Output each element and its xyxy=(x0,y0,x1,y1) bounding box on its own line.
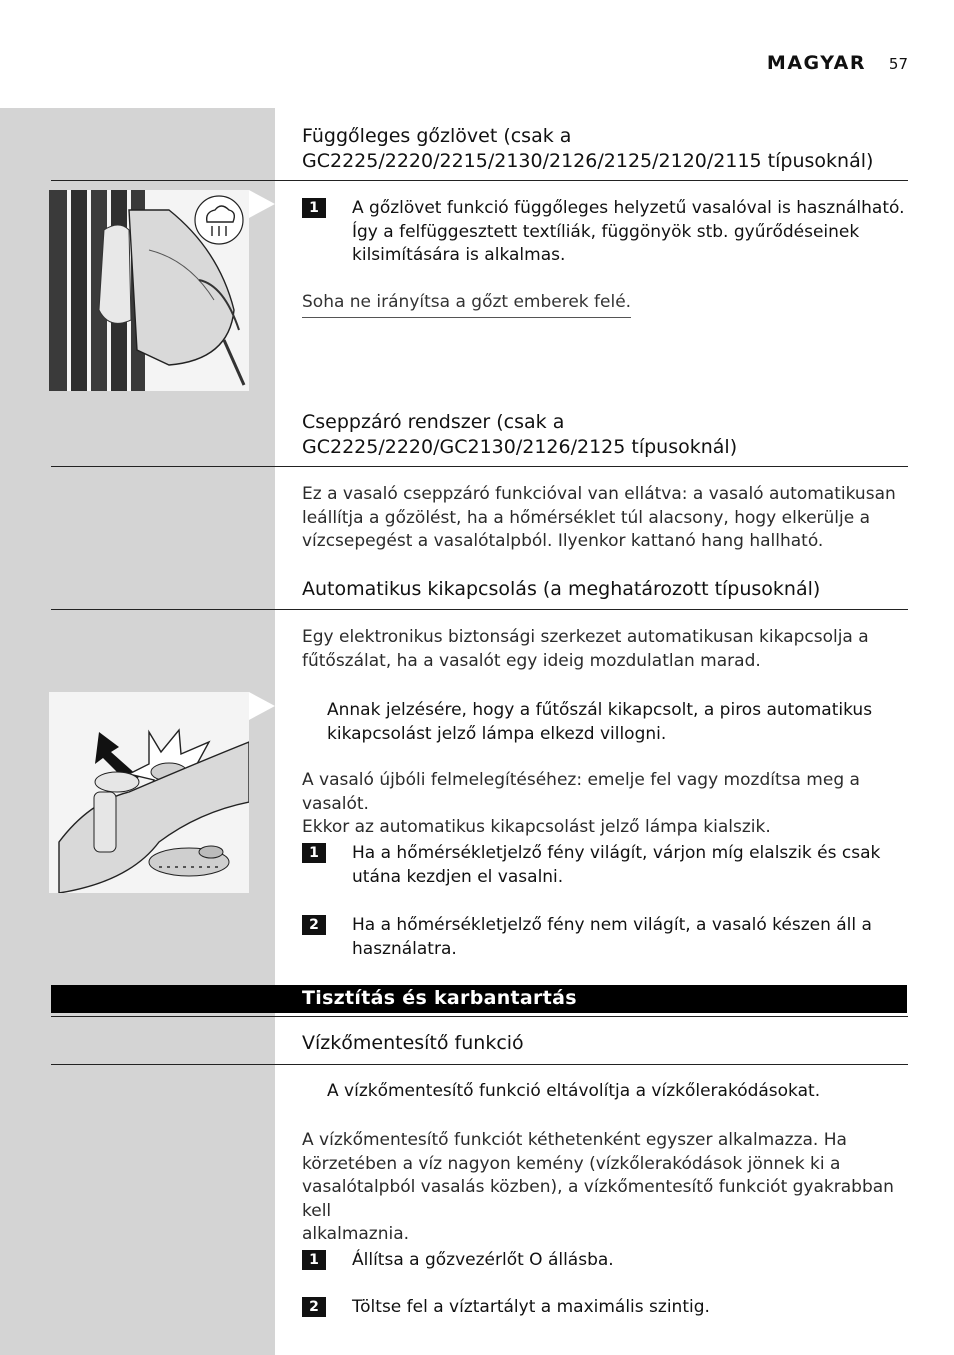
step-number: 1 xyxy=(302,1250,326,1270)
step-text: A gőzlövet funkció függőleges helyzetű vasalóval is használható. Így a felfüggesztett textíliák, függönyök stb. gyűrődéseinek kilsimítására is alkalmas. xyxy=(352,198,905,265)
warning-note: Soha ne irányítsa a gőzt emberek felé. xyxy=(302,291,631,318)
step-number: 1 xyxy=(302,198,326,218)
section-divider xyxy=(51,609,908,610)
calc-clean-intro: A vízkőmentesítő funkció eltávolítja a vízkőlerakódásokat. xyxy=(327,1081,821,1101)
page-number: 57 xyxy=(888,55,908,73)
step-text: Állítsa a gőzvezérlőt O állásba. xyxy=(352,1250,614,1270)
paragraph-drip-stop: Ez a vasaló cseppzáró funkcióval van ellátva: a vasaló automatikusan leállítja a gőzölést, ha a hőmérséklet túl alacsony, hogy elkerülje a vízcsepegést a vasalótalpból. Ilyenkor kattanó hang hallható. xyxy=(302,484,896,551)
section-divider xyxy=(51,180,908,181)
step-text: Ha a hőmérsékletjelző fény világít, várjon míg elalszik és csak utána kezdjen el vasalni. xyxy=(352,843,881,887)
section-title-vertical-steam: Függőleges gőzlövet (csak a GC2225/2220/2215/2130/2126/2125/2120/2115 típusoknál) xyxy=(302,125,874,172)
section-title-calc-clean: Vízkőmentesítő funkció xyxy=(302,1032,524,1054)
paragraph-reheat: A vasaló újbóli felmelegítéséhez: emelje fel vagy mozdítsa meg a vasalót. Ekkor az automatikus kikapcsolást jelző lámpa kialszik. xyxy=(302,770,860,837)
section-title-auto-off: Automatikus kikapcsolás (a meghatározott típusoknál) xyxy=(302,578,821,600)
step-number: 1 xyxy=(302,843,326,863)
paragraph-auto-off: Egy elektronikus biztonsági szerkezet automatikusan kikapcsolja a fűtőszálat, ha a vasalót egy ideig mozdulatlan marad. xyxy=(302,627,869,671)
step-text: Töltse fel a víztartályt a maximális szintig. xyxy=(352,1297,710,1317)
auto-off-drawing xyxy=(49,692,249,893)
illustration-auto-off xyxy=(49,692,249,893)
section-divider xyxy=(51,1016,908,1017)
pointer-triangle xyxy=(249,190,277,220)
section-divider xyxy=(51,466,908,467)
step-text: Ha a hőmérsékletjelző fény nem világít, a vasaló készen áll a használatra. xyxy=(352,915,872,959)
vertical-steam-drawing xyxy=(49,190,249,391)
pointer-triangle xyxy=(249,692,277,722)
section-divider xyxy=(51,1064,908,1065)
step-number: 2 xyxy=(302,915,326,935)
paragraph-calc-clean: A vízkőmentesítő funkciót kéthetenként egyszer alkalmazza. Ha körzetében a víz nagyon kemény (vízkőlerakódások jönnek ki a vasalótalpból vasalás közben), a vízkőmentesítő funkciót gyakrabban kell alkalmaznia. xyxy=(302,1130,894,1244)
language-label: MAGYAR xyxy=(766,52,866,74)
step-number: 2 xyxy=(302,1297,326,1317)
indicator-note: Annak jelzésére, hogy a fűtőszál kikapcsolt, a piros automatikus kikapcsolást jelző lámpa elkezd villogni. xyxy=(327,700,873,744)
section-title-cleaning: Tisztítás és karbantartás xyxy=(302,987,577,1009)
illustration-vertical-steam xyxy=(49,190,249,391)
section-title-drip-stop: Cseppzáró rendszer (csak a GC2225/2220/GC2130/2126/2125 típusoknál) xyxy=(302,411,738,458)
